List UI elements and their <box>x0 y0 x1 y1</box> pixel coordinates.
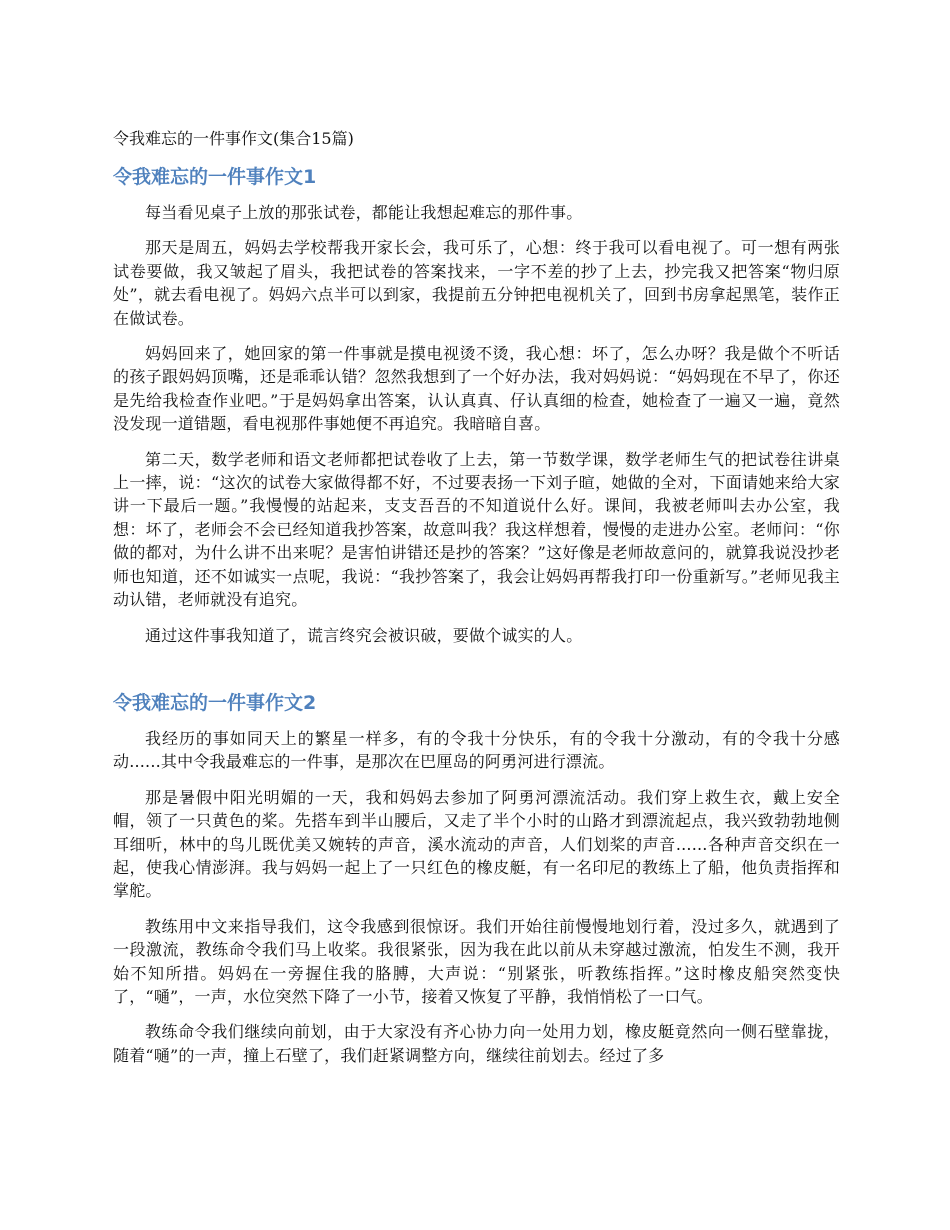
section-heading: 令我难忘的一件事作文1 <box>113 166 317 188</box>
paragraph: 每当看见桌子上放的那张试卷，都能让我想起难忘的那件事。 <box>145 203 583 222</box>
paragraph: 教练命令我们继续向前划，由于大家没有齐心协力向一处用力划，橡皮艇竟然向一侧石壁靠拢，随着“嗵”的一声，撞上石壁了，我们赶紧调整方向，继续往前划去。经过了多 <box>113 1022 840 1065</box>
section-1 <box>113 164 840 659</box>
section-heading: 令我难忘的一件事作文2 <box>113 692 317 714</box>
paragraph: 那天是周五，妈妈去学校帮我开家长会，我可乐了，心想：终于我可以看电视了。可一想有两张试卷要做，我又皱起了眉头，我把试卷的答案找来，一字不差的抄了上去，抄完我又把答案“物归原处”，就去看电视了。妈妈六点半可以到家，我提前五分钟把电视机关了，回到书房拿起黑笔，装作正在做试卷。 <box>113 238 840 328</box>
paragraph: 教练用中文来指导我们，这令我感到很惊讶。我们开始往前慢慢地划行着，没过多久，就遇到了一段激流，教练命令我们马上收桨。我很紧张，因为我在此以前从未穿越过激流，怕发生不测，我开始不知所措。妈妈在一旁握住我的胳膊，大声说：“别紧张，听教练指挥。”这时橡皮船突然变快了，“嗵”，一声，水位突然下降了一小节，接着又恢复了平静，我悄悄松了一口气。 <box>113 916 840 1007</box>
paragraph: 妈妈回来了，她回家的第一件事就是摸电视烫不烫，我心想：坏了，怎么办呀？我是做个不听话的孩子跟妈妈顶嘴，还是乖乖认错？忽然我想到了一个好办法，我对妈妈说：“妈妈现在不早了，你还是先给我检查作业吧。”于是妈妈拿出答案，认认真真、仔认真细的检查，她检查了一遍又一遍，竟然没发现一道错题，看电视那件事她便不再追究。我暗暗自喜。 <box>113 344 840 434</box>
paragraph: 第二天，数学老师和语文老师都把试卷收了上去，第一节数学课，数学老师生气的把试卷往讲桌上一摔，说：“这次的试卷大家做得都不好，不过要表扬一下刘子暄，她做的全对，下面请她来给大家讲一下最后一题。”我慢慢的站起来，支支吾吾的不知道说什么好。课间，我被老师叫去办公室，我想：坏了，老师会不会已经知道我抄答案，故意叫我？我这样想着，慢慢的走进办公室。老师问：“你做的都对，为什么讲不出来呢？是害怕讲错还是抄的答案？”这好像是老师故意问的，就算我说没抄老师也知道，还不如诚实一点呢，我说：“我抄答案了，我会让妈妈再帮我打印一份重新写。”老师见我主动认错，老师就没有追究。 <box>113 449 840 610</box>
paragraph: 我经历的事如同天上的繁星一样多，有的令我十分快乐，有的令我十分激动，有的令我十分感动......其中令我最难忘的一件事，是那次在巴厘岛的阿勇河进行漂流。 <box>113 729 840 772</box>
paragraph: 通过这件事我知道了，谎言终究会被识破，要做个诚实的人。 <box>145 625 583 645</box>
paragraph: 那是暑假中阳光明媚的一天，我和妈妈去参加了阿勇河漂流活动。我们穿上救生衣，戴上安全帽，领了一只黄色的桨。先搭车到半山腰后，又走了半个小时的山路才到漂流起点，我兴致勃勃地侧耳细听，林中的鸟儿既优美又婉转的声音，溪水流动的声音，人们划桨的声音......各种声音交织在一起，使我心情澎湃。我与妈妈一起上了一只红色的橡皮艇，有一名印尼的教练上了船，他负责指挥和掌舵。 <box>113 787 840 901</box>
section-2 <box>113 690 840 1079</box>
document-title: 令我难忘的一件事作文(集合15篇) <box>113 129 354 148</box>
